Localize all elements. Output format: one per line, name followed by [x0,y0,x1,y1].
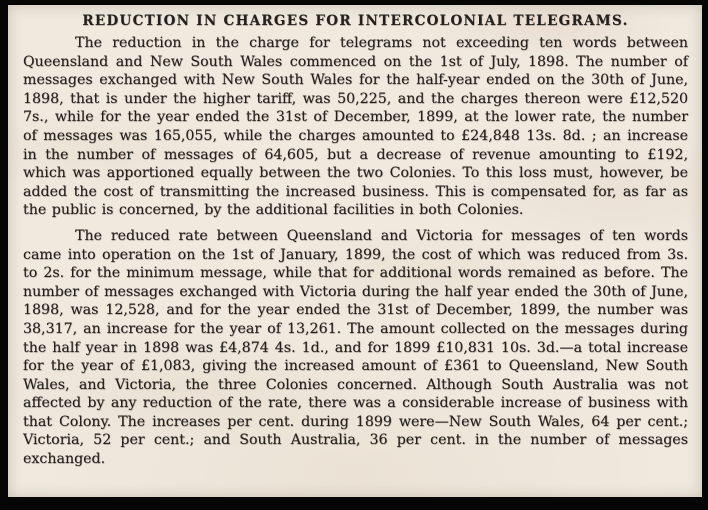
document-page [8,5,702,497]
paragraph-nsw-reduction: The reduction in the charge for telegrams not exceeding ten words between Queensland and New South Wales commenced on the 1st of July, 1898. The number of messages exchanged with New South Wales for the half-year ended on the 30th of June, 1898, that is under the higher tariff, was 50,225, and the charges thereon were £12,520 7s., while for the year ended the 31st of December, 1899, at the lower rate, the number of messages was 165,055, while the charges amounted to £24,848 13s. 8d. ; an increase in the number of messages of 64,605, but a decrease of revenue amounting to £192, which was apportioned equally between the two Colonies. To this loss must, however, be added the cost of transmitting the increased business. This is compensated for, as far as the public is concerned, by the additional facilities in both Colonies. [23,35,688,219]
document-title: REDUCTION IN CHARGES FOR INTERCOLONIAL TELEGRAMS. [82,13,629,29]
paragraph-victoria-reduction: The reduced rate between Queensland and Victoria for messages of ten words came into operation on the 1st of January, 1899, the cost of which was reduced from 3s. to 2s. for the minimum message, while that for additional words remained as before. The number of messages exchanged with Victoria during the half year ended the 30th of June, 1898, was 12,528, and for the year ended the 31st of December, 1899, the number was 38,317, an increase for the year of 13,261. The amount collected on the messages during the half year in 1898 was £4,874 4s. 1d., and for 1899 £10,831 10s. 3d.—a total increase for the year of £1,083, giving the increased amount of £361 to Queensland, New South Wales, and Victoria, the three Colonies concerned. Although South Australia was not affected by any reduction of the rate, there was a considerable increase of business with that Colony. The increases per cent. during 1899 were—New South Wales, 64 per cent.; Victoria, 52 per cent.; and South Australia, 36 per cent. in the number of messages exchanged. [23,227,688,468]
